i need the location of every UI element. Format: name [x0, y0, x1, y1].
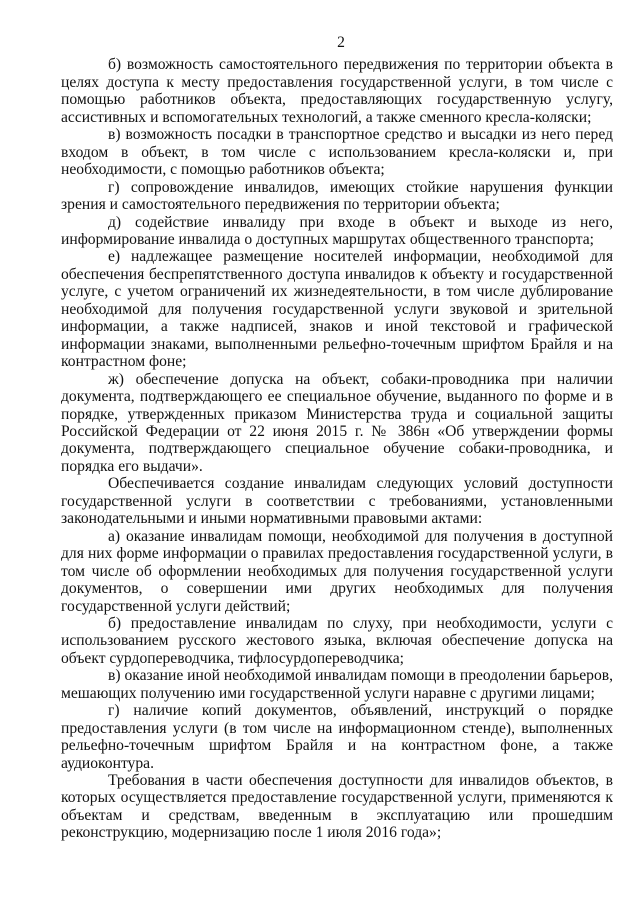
paragraph-b-movement: б) возможность самостоятельного передвижения по территории объекта в целях доступа к месту предоставления государственной услуги, в том числе с помощью работников объекта, предоставляющих государственную услугу, ассистивных и вспомогательных технологий, а также сменного кресла-коляски; — [61, 56, 613, 126]
paragraph-e-information: е) надлежащее размещение носителей информации, необходимой для обеспечения беспрепятственного доступа инвалидов к объекту и государственной услуге, с учетом ограничений их жизнедеятельности, в том числе дублирование необходимой для получения государственной услуги звуковой и зрительной информации, а также надписей, знаков и иной текстовой и графической информации знаками, выполненными рельефно-точечным шрифтом Брайля и на контрастном фоне; — [61, 248, 613, 371]
paragraph-requirements: Требования в части обеспечения доступности для инвалидов объектов, в которых осуществляется предоставление государственной услуги, применяются к объектам и средствам, введенным в эксплуатацию или прошедшим реконструкцию, модернизацию после 1 июля 2016 года»; — [61, 772, 613, 842]
paragraph-v-boarding: в) возможность посадки в транспортное средство и высадки из него перед входом в объект, в том числе с использованием кресла-коляски и, при необходимости, с помощью работников объекта; — [61, 126, 613, 179]
paragraph-b-sign-language: б) предоставление инвалидам по слуху, при необходимости, услуги с использованием русского жестового языка, включая обеспечение допуска на объект сурдопереводчика, тифлосурдопереводчика; — [61, 614, 613, 667]
paragraph-conditions-intro: Обеспечивается создание инвалидам следующих условий доступности государственной услуги в соответствии с требованиями, установленными законодательными и иными нормативными правовыми актами: — [61, 475, 613, 528]
paragraph-g-braille-copies: г) наличие копий документов, объявлений, инструкций о порядке предоставления услуги (в том числе на информационном стенде), выполненных рельефно-точечным шрифтом Брайля и на контрастном фоне, а также аудиоконтура. — [61, 702, 613, 772]
paragraph-a-help: а) оказание инвалидам помощи, необходимой для получения в доступной для них форме информации о правилах предоставления государственной услуги, в том числе об оформлении необходимых для получения государственной услуги документов, о совершении ими других необходимых для получения государственной услуги действий; — [61, 527, 613, 615]
paragraph-g-escort: г) сопровождение инвалидов, имеющих стойкие нарушения функции зрения и самостоятельного передвижения по территории объекта; — [61, 178, 613, 214]
page-number: 2 — [337, 34, 345, 51]
paragraph-v-barriers: в) оказание иной необходимой инвалидам помощи в преодолении барьеров, мешающих получению ими государственной услуги наравне с другими лицами; — [61, 667, 613, 702]
paragraph-zh-guide-dog: ж) обеспечение допуска на объект, собаки-проводника при наличии документа, подтверждающего ее специальное обучение, выданного по форме и в порядке, утвержденных приказом Министерства труда и социальной защиты Российской Федерации от 22 июня 2015 г. № 386н «Об утверждении формы документа, подтверждающего специальное обучение собаки-проводника, и порядка его выдачи». — [61, 370, 613, 475]
paragraph-d-assistance: д) содействие инвалиду при входе в объект и выходе из него, информирование инвалида о доступных маршрутах общественного транспорта; — [61, 213, 613, 248]
document-page — [61, 34, 613, 842]
